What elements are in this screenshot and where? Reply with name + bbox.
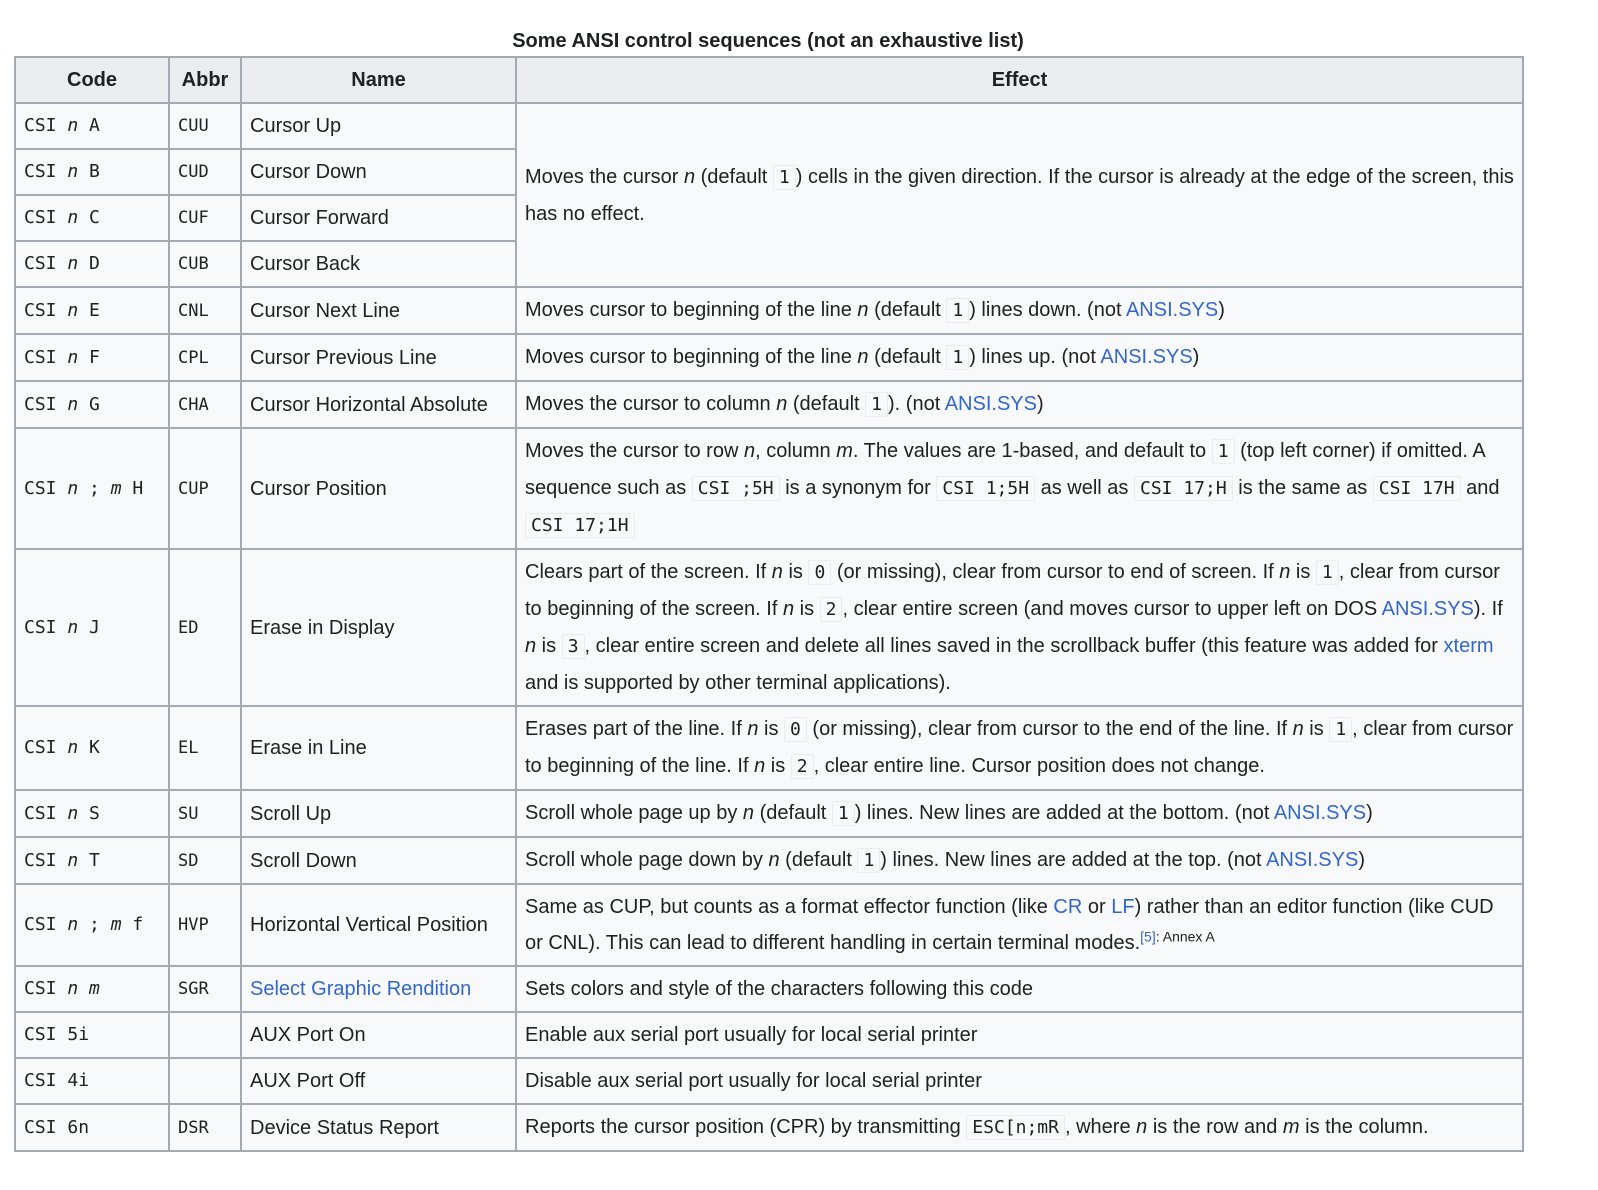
effect-cell: Clears part of the screen. If n is 0 (or missing), clear from cursor to end of screen. If n is 1 , clear from cursor to beginning of the screen. If n is 2 , clear entire screen (and moves cursor to upper left on DOS ANSI.SYS). If n is 3 , clear entire screen and delete all lines saved in the scrollback buffer (this feature was added for xterm and is supported by other terminal applications). bbox=[516, 549, 1523, 706]
effect-cell: Reports the cursor position (CPR) by transmitting ESC[n;mR , where n is the row and m is the column. bbox=[516, 1104, 1523, 1151]
code-cell: CSI n K bbox=[15, 706, 169, 790]
code-cell: CSI n E bbox=[15, 287, 169, 334]
variable: n bbox=[1292, 718, 1304, 740]
inline-code: 0 bbox=[784, 717, 807, 742]
abbr-cell: ED bbox=[169, 549, 241, 706]
table-row bbox=[15, 1058, 1523, 1104]
effect-cell: Moves the cursor n (default 1 ) cells in the given direction. If the cursor is already at the edge of the screen, this has no effect. bbox=[516, 103, 1523, 287]
abbr-cell: CUD bbox=[169, 149, 241, 195]
table-row bbox=[15, 884, 1523, 966]
header-code: Code bbox=[15, 57, 169, 103]
code-cell: CSI n m bbox=[15, 966, 169, 1012]
code-cell: CSI n A bbox=[15, 103, 169, 149]
variable: n bbox=[1136, 1116, 1148, 1138]
name-cell[interactable] bbox=[241, 966, 516, 1012]
variable: n bbox=[742, 802, 755, 824]
table-row bbox=[15, 381, 1523, 428]
table-row bbox=[15, 334, 1523, 381]
name-cell: Cursor Previous Line bbox=[241, 334, 516, 381]
inline-code: 1 bbox=[865, 392, 888, 417]
abbr-cell: CPL bbox=[169, 334, 241, 381]
code-cell: CSI n ; m f bbox=[15, 884, 169, 966]
abbr-cell: DSR bbox=[169, 1104, 241, 1151]
name-cell: Cursor Up bbox=[241, 103, 516, 149]
table-caption: Some ANSI control sequences (not an exhaustive list) bbox=[512, 30, 1024, 52]
name-cell: Cursor Back bbox=[241, 241, 516, 287]
variable: n bbox=[768, 849, 780, 871]
abbr-cell: HVP bbox=[169, 884, 241, 966]
name-cell: Erase in Display bbox=[241, 549, 516, 706]
effect-cell: Erases part of the line. If n is 0 (or missing), clear from cursor to the end of the line. If n is 1 , clear from cursor to beginning of the line. If n is 2 , clear entire line. Cursor position does not change. bbox=[516, 706, 1523, 790]
table-row bbox=[15, 790, 1523, 837]
variable: m bbox=[1282, 1116, 1300, 1138]
effect-cell: Moves cursor to beginning of the line n (default 1 ) lines up. (not ANSI.SYS) bbox=[516, 334, 1523, 381]
inline-code: 1 bbox=[832, 801, 855, 826]
variable: n bbox=[857, 299, 869, 321]
table-row bbox=[15, 549, 1523, 706]
abbr-cell: EL bbox=[169, 706, 241, 790]
effect-cell: Moves the cursor to column n (default 1 ). (not ANSI.SYS) bbox=[516, 381, 1523, 428]
table-row bbox=[15, 837, 1523, 884]
name-cell: Cursor Position bbox=[241, 428, 516, 549]
table-row bbox=[15, 1104, 1523, 1151]
variable: n bbox=[525, 635, 537, 657]
header-name: Name bbox=[241, 57, 516, 103]
inline-code: 1 bbox=[1212, 439, 1235, 464]
link-ansi-sys[interactable]: ANSI.SYS bbox=[1273, 802, 1367, 824]
variable: m bbox=[836, 440, 853, 462]
inline-code: 1 bbox=[773, 165, 796, 190]
name-cell: Device Status Report bbox=[241, 1104, 516, 1151]
name-cell: Cursor Horizontal Absolute bbox=[241, 381, 516, 428]
name-cell: Scroll Up bbox=[241, 790, 516, 837]
inline-code: 1 bbox=[946, 298, 969, 323]
variable: n bbox=[743, 440, 756, 462]
code-cell: CSI n S bbox=[15, 790, 169, 837]
code-cell: CSI n ; m H bbox=[15, 428, 169, 549]
link-ansi-sys[interactable]: ANSI.SYS bbox=[944, 393, 1037, 415]
inline-code: CSI 17;1H bbox=[525, 513, 635, 538]
variable: n bbox=[683, 165, 696, 188]
table-row bbox=[15, 706, 1523, 790]
variable: n bbox=[754, 755, 766, 777]
effect-cell: Enable aux serial port usually for local serial printer bbox=[516, 1012, 1523, 1058]
abbr-cell: SU bbox=[169, 790, 241, 837]
link-cr[interactable]: CR bbox=[1053, 896, 1083, 918]
link-select-graphic-rendition[interactable]: Select Graphic Rendition bbox=[250, 978, 472, 1000]
inline-code: CSI ;5H bbox=[692, 476, 780, 501]
effect-cell: Moves the cursor to row n, column m. The values are 1-based, and default to 1 (top left corner) if omitted. A sequence such as CSI ;5H is a synonym for CSI 1;5H as well as CSI 17;H is the same as CSI 17H and CSI 17;1H bbox=[516, 428, 1523, 549]
name-cell: Cursor Next Line bbox=[241, 287, 516, 334]
effect-cell: Scroll whole page up by n (default 1 ) lines. New lines are added at the bottom. (not ANSI.SYS) bbox=[516, 790, 1523, 837]
inline-code: 0 bbox=[808, 560, 831, 585]
table-row bbox=[15, 287, 1523, 334]
ansi-table-container bbox=[14, 26, 1522, 1152]
inline-code: 1 bbox=[1329, 717, 1352, 742]
code-cell: CSI n G bbox=[15, 381, 169, 428]
effect-cell: Disable aux serial port usually for local serial printer bbox=[516, 1058, 1523, 1104]
header-effect: Effect bbox=[516, 57, 1523, 103]
ansi-sequences-table bbox=[14, 56, 1524, 1152]
inline-code: 1 bbox=[857, 848, 880, 873]
link-ansi-sys[interactable]: ANSI.SYS bbox=[1100, 346, 1193, 368]
name-cell: AUX Port On bbox=[241, 1012, 516, 1058]
variable: n bbox=[857, 346, 869, 368]
abbr-cell: SD bbox=[169, 837, 241, 884]
variable: n bbox=[747, 718, 759, 740]
code-cell: CSI n D bbox=[15, 241, 169, 287]
code-cell: CSI n B bbox=[15, 149, 169, 195]
abbr-cell: CUU bbox=[169, 103, 241, 149]
inline-code: CSI 17H bbox=[1373, 476, 1461, 501]
code-cell: CSI n T bbox=[15, 837, 169, 884]
link-lf[interactable]: LF bbox=[1111, 896, 1135, 918]
variable: n bbox=[782, 598, 795, 620]
citation[interactable]: [5]: Annex A bbox=[1140, 928, 1215, 945]
link-xterm[interactable]: xterm bbox=[1443, 635, 1494, 657]
abbr-cell: CUB bbox=[169, 241, 241, 287]
inline-code: CSI 1;5H bbox=[936, 476, 1035, 501]
link-ansi-sys[interactable]: ANSI.SYS bbox=[1125, 299, 1219, 321]
inline-code: 2 bbox=[791, 754, 814, 779]
abbr-cell: SGR bbox=[169, 966, 241, 1012]
inline-code: 1 bbox=[946, 345, 969, 370]
variable: n bbox=[771, 561, 783, 583]
abbr-cell: CUP bbox=[169, 428, 241, 549]
link-ansi-sys[interactable]: ANSI.SYS bbox=[1266, 849, 1359, 871]
name-cell: Cursor Forward bbox=[241, 195, 516, 241]
inline-code: CSI 17;H bbox=[1134, 476, 1233, 501]
inline-code: 3 bbox=[562, 634, 585, 659]
name-cell: Cursor Down bbox=[241, 149, 516, 195]
abbr-cell bbox=[169, 1058, 241, 1104]
table-row bbox=[15, 428, 1523, 549]
inline-code: ESC[n;mR bbox=[966, 1115, 1065, 1140]
abbr-cell bbox=[169, 1012, 241, 1058]
variable: n bbox=[776, 393, 788, 415]
code-cell: CSI 4i bbox=[15, 1058, 169, 1104]
code-cell: CSI n C bbox=[15, 195, 169, 241]
effect-cell: Same as CUP, but counts as a format effector function (like CR or LF) rather than an editor function (like CUD or CNL). This can lead to different handling in certain terminal modes.$^{[5]: Annex A}$ bbox=[516, 884, 1523, 966]
name-cell: AUX Port Off bbox=[241, 1058, 516, 1104]
inline-code: 1 bbox=[1316, 560, 1339, 585]
name-cell: Erase in Line bbox=[241, 706, 516, 790]
effect-cell: Sets colors and style of the characters following this code bbox=[516, 966, 1523, 1012]
inline-code: 2 bbox=[820, 597, 843, 622]
code-cell: CSI 5i bbox=[15, 1012, 169, 1058]
name-cell: Scroll Down bbox=[241, 837, 516, 884]
table-row bbox=[15, 103, 1523, 149]
name-cell: Horizontal Vertical Position bbox=[241, 884, 516, 966]
abbr-cell: CUF bbox=[169, 195, 241, 241]
header-abbr: Abbr bbox=[169, 57, 241, 103]
abbr-cell: CHA bbox=[169, 381, 241, 428]
table-row bbox=[15, 1012, 1523, 1058]
table-row bbox=[15, 966, 1523, 1012]
effect-cell: Scroll whole page down by n (default 1 ) lines. New lines are added at the top. (not ANSI.SYS) bbox=[516, 837, 1523, 884]
code-cell: CSI n F bbox=[15, 334, 169, 381]
link-ansi-sys[interactable]: ANSI.SYS bbox=[1381, 598, 1474, 620]
header-row bbox=[15, 57, 1523, 103]
abbr-cell: CNL bbox=[169, 287, 241, 334]
code-cell: CSI 6n bbox=[15, 1104, 169, 1151]
code-cell: CSI n J bbox=[15, 549, 169, 706]
effect-cell: Moves cursor to beginning of the line n (default 1 ) lines down. (not ANSI.SYS) bbox=[516, 287, 1523, 334]
variable: n bbox=[1279, 561, 1291, 583]
